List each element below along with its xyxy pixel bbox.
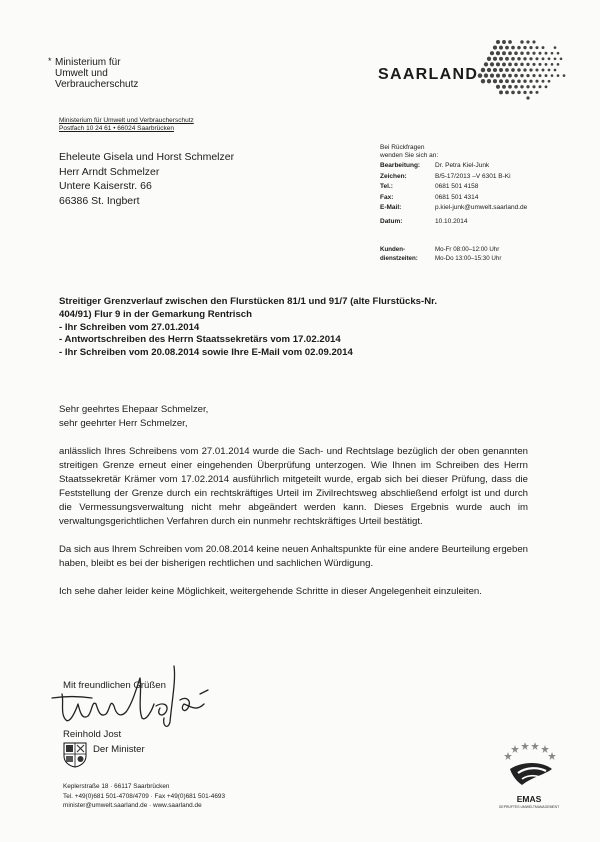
state-map-dots-icon — [476, 38, 568, 102]
logo-dot — [517, 68, 521, 72]
logo-dot — [514, 74, 518, 78]
logo-dot — [529, 57, 532, 60]
subject-line: 404/91) Flur 9 in der Gemarkung Rentrisch — [59, 308, 253, 320]
body-paragraph: anlässlich Ihres Schreibens vom 27.01.2014 wurde die Sach- und Rechtslage bezüglich der oben genannten streitigen Grenze erneut einer eingehenden Überprüfung unterzogen. Wie Ihnen im Schreiben des Herrn Staatssekretär Krämer vom 17.02.2014 ausführlich mitgeteilt wurde, ergab sich bei dieser Prüfung, dass die Feststellung der Grenze durch ein rechtskräftiges Urteil im Zivilrechtsweg abschließend erfolgt ist und durch die Vermessungsverwaltung nicht mehr abgeändert werden kann. Dieses Ergebnis wurde auch im verwaltungsgerichtlichen Verfahren durch ein nunmehr rechtskräftiges Urteil bestätigt. — [59, 446, 528, 527]
logo-dot — [511, 79, 515, 83]
return-address-line: Postfach 10 24 61 • 66024 Saarbrücken — [59, 125, 175, 132]
logo-dot — [505, 57, 509, 61]
recipient-line: Untere Kaiserstr. 66 — [59, 180, 152, 192]
logo-dot — [539, 63, 542, 66]
logo-dot — [511, 57, 515, 61]
ministry-line: Umwelt und — [55, 68, 108, 79]
logo-dot — [514, 63, 518, 67]
salutation: Sehr geehrtes Ehepaar Schmelzer, — [59, 404, 209, 415]
return-address-line: Ministerium für Umwelt und Verbraucherschutz — [59, 117, 194, 124]
logo-dot — [511, 68, 515, 72]
logo-dot — [514, 85, 518, 89]
footer-line: Keplerstraße 18 · 66117 Saarbrücken — [63, 783, 170, 790]
logo-dot — [532, 63, 535, 66]
recipient-line: Eheleute Gisela und Horst Schmelzer — [59, 151, 235, 163]
body-paragraph: Ich sehe daher leider keine Möglichkeit, weitergehende Schritte in dieser Angelegenheit einzuleiten. — [59, 586, 482, 597]
logo-dot — [502, 51, 506, 55]
logo-dot — [508, 40, 512, 44]
logo-dot — [517, 57, 521, 61]
contact-row: E-Mail: p.kiel-junk@umwelt.saarland.de — [380, 204, 528, 211]
contact-block — [380, 143, 590, 227]
contact-intro: wenden Sie sich an: — [380, 151, 439, 159]
footer-line: minister@umwelt.saarland.de · www.saarland.de — [63, 802, 202, 809]
logo-dot — [529, 46, 532, 49]
logo-dot — [523, 80, 526, 83]
logo-dot — [526, 74, 529, 77]
logo-dot — [496, 74, 500, 78]
logo-dot — [505, 46, 509, 50]
logo-dot — [493, 79, 497, 83]
logo-dot — [508, 74, 512, 78]
hours-label: Kunden- — [380, 246, 406, 253]
logo-dot — [496, 51, 500, 55]
logo-dot — [505, 90, 509, 94]
logo-dot — [517, 46, 521, 50]
emas-emblem-icon — [494, 739, 564, 793]
logo-dot — [511, 91, 515, 95]
logo-dot — [529, 68, 532, 71]
logo-dot — [523, 91, 526, 94]
logo-dot — [508, 63, 512, 67]
salutation: sehr geehrter Herr Schmelzer, — [59, 418, 188, 429]
closing-text: Mit freundlichen Grüßen — [63, 680, 166, 691]
logo-dot — [523, 57, 526, 60]
logo-dot — [539, 74, 542, 77]
logo-dot — [526, 40, 529, 43]
logo-dot — [499, 46, 503, 50]
logo-dot — [526, 63, 529, 66]
logo-dot — [535, 68, 538, 71]
logo-dot — [532, 74, 535, 77]
asterisk-mark: * — [48, 56, 52, 66]
logo-dot — [532, 52, 535, 55]
logo-dot — [487, 68, 491, 72]
logo-dot — [542, 46, 545, 49]
contact-row: Zeichen: B/5-17/2013 –V 6301 B-Ki — [380, 172, 511, 180]
logo-dot — [499, 79, 503, 83]
logo-dot — [542, 57, 545, 60]
logo-dot — [542, 69, 545, 72]
ministry-line: Ministerium für — [55, 57, 121, 68]
recipient-address — [59, 150, 234, 208]
logo-dot — [487, 57, 491, 61]
logo-dot — [545, 52, 548, 55]
subject-line: - Ihr Schreiben vom 20.08.2014 sowie Ihre E-Mail vom 02.09.2014 — [59, 347, 353, 359]
logo-dot — [548, 80, 551, 83]
logo-dot — [484, 73, 488, 77]
logo-text: SAARLAND — [378, 66, 479, 83]
logo-dot — [551, 63, 554, 66]
logo-dot — [514, 51, 518, 55]
logo-dot — [545, 74, 548, 77]
logo-dot — [502, 40, 506, 44]
logo-dot — [520, 63, 523, 66]
logo-dot — [496, 85, 500, 89]
office-hours — [380, 245, 590, 263]
logo-dot — [542, 80, 545, 83]
logo-dot — [493, 68, 497, 72]
contact-row: Fax: 0681 501 4314 — [380, 193, 479, 201]
footer-address — [63, 782, 225, 811]
logo-dot — [490, 51, 494, 55]
logo-dot — [484, 62, 488, 66]
footer-line: Tel. +49(0)681 501-4708/4709 · Fax +49(0)681 501-4693 — [63, 792, 226, 800]
return-address — [59, 117, 194, 133]
logo-dot — [535, 80, 538, 83]
logo-dot — [545, 85, 548, 88]
logo-dot — [517, 79, 521, 83]
logo-dot — [554, 46, 557, 49]
handwritten-signature — [48, 660, 218, 735]
logo-dot — [529, 91, 532, 94]
signer-name: Reinhold Jost — [63, 729, 122, 740]
logo-dot — [508, 51, 512, 55]
logo-dot — [481, 79, 485, 83]
logo-dot — [554, 69, 557, 72]
logo-dot — [551, 74, 554, 77]
logo-dot — [520, 85, 523, 88]
logo-dot — [523, 46, 526, 49]
logo-dot — [554, 57, 557, 60]
logo-dot — [539, 85, 542, 88]
logo-dot — [493, 46, 497, 50]
logo-dot — [551, 52, 554, 55]
logo-dot — [490, 74, 494, 78]
body-paragraph: Da sich aus Ihrem Schreiben vom 20.08.2014 keine neuen Anhaltspunkte für eine andere Beurteilung ergeben haben, bleibt es bei der bisherigen rechtlichen und sachlichen Würdigung. — [59, 544, 528, 569]
logo-dot — [505, 68, 509, 72]
logo-dot — [502, 62, 506, 66]
logo-dot — [535, 57, 538, 60]
logo-dot — [520, 40, 523, 43]
logo-dot — [539, 52, 542, 55]
emas-subtitle: GEPRÜFTES UMWELTMANAGEMENT — [498, 805, 560, 809]
coat-of-arms-icon — [63, 742, 87, 768]
logo-dot — [481, 68, 485, 72]
emas-label: EMAS — [516, 794, 542, 804]
logo-dot — [511, 46, 515, 50]
logo-dot — [557, 74, 560, 77]
logo-dot — [526, 85, 529, 88]
recipient-line: 66386 St. Ingbert — [59, 194, 140, 207]
signer-title: Der Minister — [93, 744, 145, 755]
contact-row: Tel.: 0681 501 4158 — [380, 183, 479, 190]
emas-logo — [494, 739, 564, 819]
logo-dot — [487, 79, 491, 83]
logo-dot — [548, 69, 551, 72]
subject-line: - Antwortschreiben des Herrn Staatssekretärs vom 17.02.2014 — [59, 334, 341, 346]
logo-dot — [529, 80, 532, 83]
ministry-line: Verbraucherschutz — [55, 79, 139, 90]
logo-dot — [496, 40, 500, 44]
logo-dot — [502, 85, 506, 89]
subject-block — [59, 296, 549, 360]
contact-row: Bearbeitung: Dr. Petra Kiel-Junk — [380, 162, 490, 169]
contact-intro: Bei Rückfragen — [380, 144, 425, 151]
logo-dot — [520, 51, 523, 54]
logo-dot — [523, 68, 526, 71]
recipient-line: Herr Arndt Schmelzer — [59, 165, 160, 178]
logo-dot — [535, 91, 538, 94]
letter-body — [59, 403, 528, 613]
hours-label: dienstzeiten: — [380, 255, 418, 262]
subject-line: - Ihr Schreiben vom 27.01.2014 — [59, 321, 200, 333]
logo-dot — [526, 52, 529, 55]
logo-dot — [563, 74, 566, 77]
logo-dot — [502, 74, 506, 78]
logo-dot — [478, 73, 483, 78]
logo-dot — [548, 57, 551, 60]
subject-line: Streitiger Grenzverlauf zwischen den Flurstücken 81/1 und 91/7 (alte Flurstücks-Nr. — [59, 296, 438, 307]
logo-dot — [499, 57, 503, 61]
logo-dot — [557, 52, 560, 55]
logo-dot — [557, 63, 560, 66]
logo-dot — [526, 96, 529, 99]
saarland-logo — [378, 38, 568, 102]
logo-dot — [560, 57, 563, 60]
logo-dot — [496, 62, 500, 66]
logo-dot — [517, 91, 521, 95]
logo-dot — [508, 85, 512, 89]
hours-value: Mo-Do 13:00–15:30 Uhr — [435, 255, 502, 262]
logo-dot — [499, 68, 503, 72]
logo-dot — [545, 63, 548, 66]
hours-value: Mo-Fr 08:00–12:00 Uhr — [435, 246, 500, 253]
logo-dot — [520, 74, 523, 77]
logo-dot — [535, 46, 538, 49]
logo-dot — [490, 62, 494, 66]
logo-dot — [499, 90, 503, 94]
ministry-name — [55, 57, 138, 90]
logo-dot — [532, 85, 535, 88]
contact-row-date: Datum: 10.10.2014 — [380, 217, 468, 225]
logo-dot — [505, 79, 509, 83]
logo-dot — [493, 57, 497, 61]
logo-dot — [532, 40, 535, 43]
